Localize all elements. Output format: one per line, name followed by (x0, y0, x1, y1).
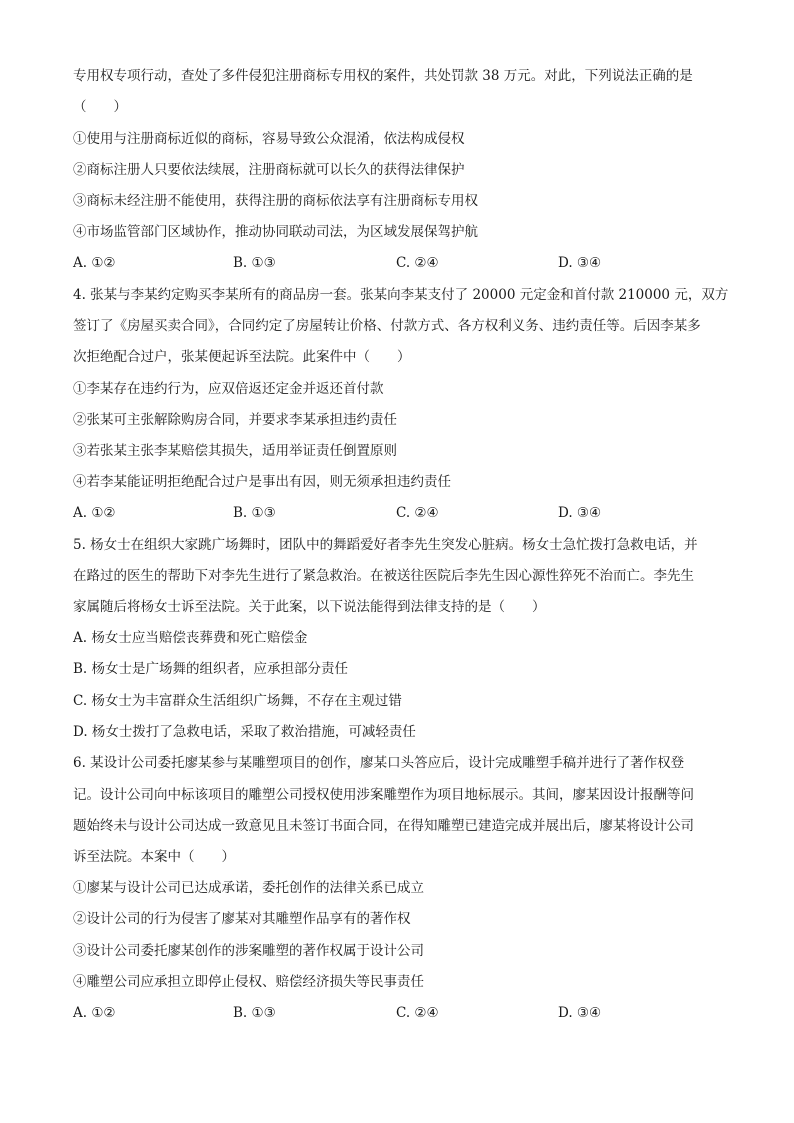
q4-statement-2: ②张某可主张解除购房合同，并要求李某承担违约责任 (73, 412, 397, 428)
q4-option-b: B. ①③ (233, 505, 276, 521)
q4-statement-4: ④若李某能证明拒绝配合过户是事出有因，则无须承担违约责任 (73, 474, 451, 490)
q5-choice-b: B. 杨女士是广场舞的组织者，应承担部分责任 (73, 661, 349, 677)
q6-statement-1: ①廖某与设计公司已达成承诺，委托创作的法律关系已成立 (73, 880, 424, 896)
q5-stem-line-1: 5. 杨女士在组织大家跳广场舞时，团队中的舞蹈爱好者李先生突发心脏病。杨女士急忙拨打急救电话，并 (73, 537, 698, 553)
q3-option-c: C. ②④ (396, 255, 439, 271)
q3-option-d: D. ③④ (558, 255, 602, 271)
q3-option-b: B. ①③ (233, 255, 276, 271)
q4-stem-line-2: 签订了《房屋买卖合同》，合同约定了房屋转让价格、付款方式、各方权利义务、违约责任等。后因李某多 (73, 318, 701, 334)
q6-option-c: C. ②④ (396, 1005, 439, 1021)
q3-options (73, 254, 721, 272)
q3-stem-line-1: 专用权专项行动，查处了多件侵犯注册商标专用权的案件，共处罚款 38 万元。对此，下列说法正确的是 (73, 68, 693, 84)
q6-option-b: B. ①③ (233, 1005, 276, 1021)
q4-stem-line-1: 4. 张某与李某约定购买李某所有的商品房一套。张某向李某支付了 20000 元定金和首付款 210000 元，双方 (73, 287, 729, 303)
q5-stem-line-2: 在路过的医生的帮助下对李先生进行了紧急救治。在被送往医院后李先生因心源性猝死不治而亡。李先生 (73, 568, 694, 584)
q3-option-a: A. ①② (73, 255, 116, 271)
q4-options (73, 504, 721, 522)
q6-statement-2: ②设计公司的行为侵害了廖某对其雕塑作品享有的著作权 (73, 911, 411, 927)
q4-option-c: C. ②④ (396, 505, 439, 521)
q4-statement-1: ①李某存在违约行为，应双倍返还定金并返还首付款 (73, 381, 384, 397)
q4-statement-3: ③若张某主张李某赔偿其损失，适用举证责任倒置原则 (73, 443, 397, 459)
q6-statement-4: ④雕塑公司应承担立即停止侵权、赔偿经济损失等民事责任 (73, 974, 424, 990)
q6-stem-line-4: 诉至法院。本案中（ ） (73, 849, 235, 865)
q4-stem-line-3: 次拒绝配合过户，张某便起诉至法院。此案件中（ ） (73, 349, 411, 365)
q3-statement-2: ②商标注册人只要依法续展，注册商标就可以长久的获得法律保护 (73, 162, 465, 178)
q5-choice-c: C. 杨女士为丰富群众生活组织广场舞，不存在主观过错 (73, 693, 402, 709)
q6-statement-3: ③设计公司委托廖某创作的涉案雕塑的著作权属于设计公司 (73, 943, 424, 959)
q6-option-a: A. ①② (73, 1005, 116, 1021)
q6-option-d: D. ③④ (558, 1005, 602, 1021)
q6-stem-line-2: 记。设计公司向中标该项目的雕塑公司授权使用涉案雕塑作为项目地标展示。其间，廖某因设计报酬等问 (73, 787, 694, 803)
q5-stem-line-3: 家属随后将杨女士诉至法院。关于此案，以下说法能得到法律支持的是（ ） (73, 599, 546, 615)
q6-stem-line-1: 6. 某设计公司委托廖某参与某雕塑项目的创作，廖某口头答应后，设计完成雕塑手稿并进行了著作权登 (73, 755, 685, 771)
q5-choice-d: D. 杨女士拨打了急救电话，采取了救治措施，可减轻责任 (73, 724, 416, 740)
q3-statement-3: ③商标未经注册不能使用，获得注册的商标依法享有注册商标专用权 (73, 193, 478, 209)
q4-option-a: A. ①② (73, 505, 116, 521)
q5-choice-a: A. 杨女士应当赔偿丧葬费和死亡赔偿金 (73, 630, 308, 646)
q3-statement-1: ①使用与注册商标近似的商标，容易导致公众混淆，依法构成侵权 (73, 131, 465, 147)
q6-options (73, 1004, 721, 1022)
q4-option-d: D. ③④ (558, 505, 602, 521)
q3-answer-blank: （ ） (73, 99, 127, 115)
q3-statement-4: ④市场监管部门区域协作，推动协同联动司法，为区域发展保驾护航 (73, 224, 478, 240)
q6-stem-line-3: 题始终未与设计公司达成一致意见且未签订书面合同，在得知雕塑已建造完成并展出后，廖某将设计公司 (73, 818, 694, 834)
